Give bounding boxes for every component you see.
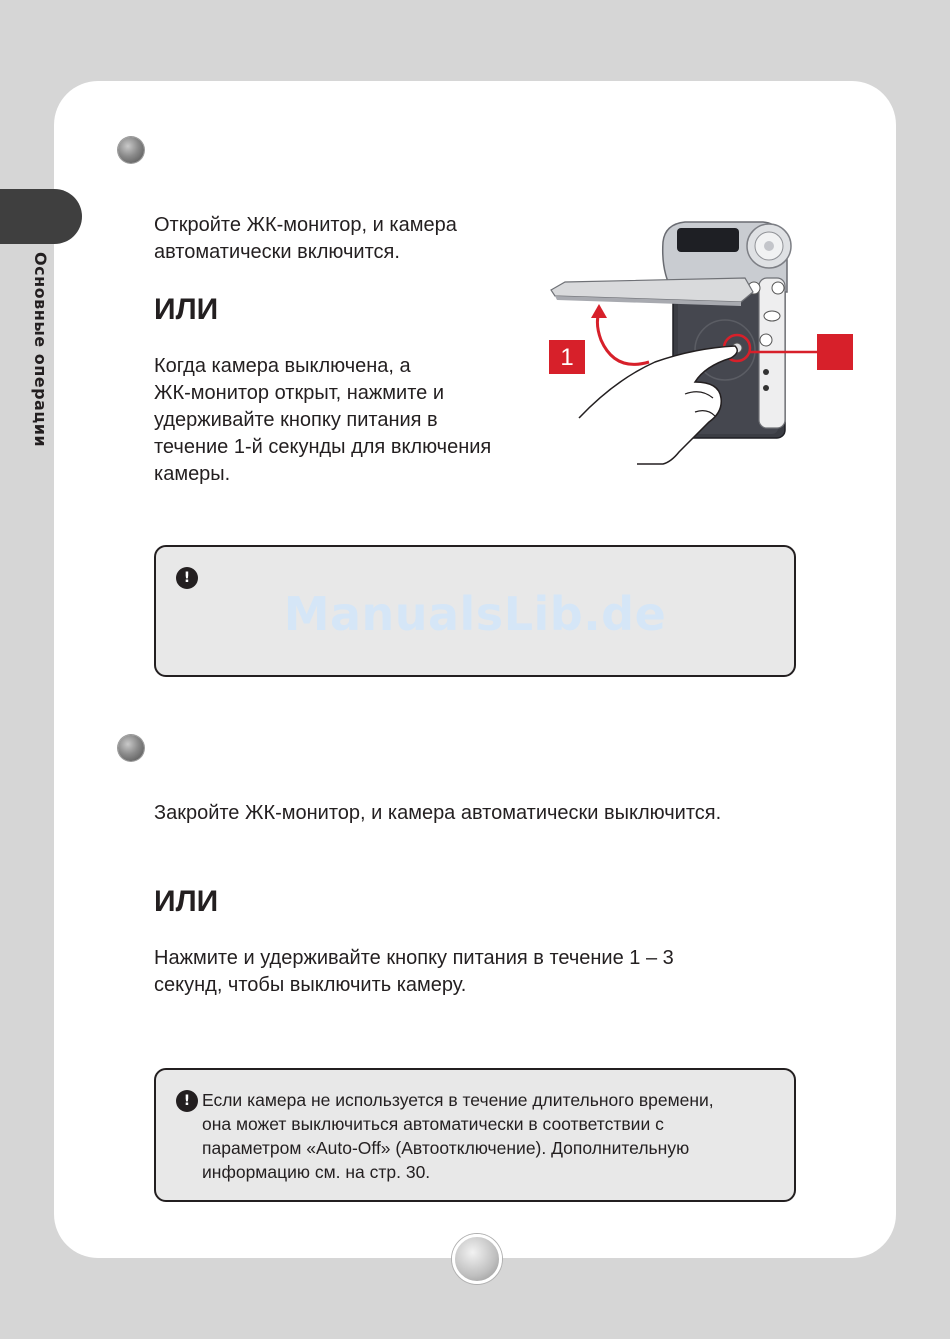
text-line: камеры. [154,463,231,485]
exclamation-icon: ! [176,1090,198,1112]
text-line: Когда камера выключена, а [154,355,411,377]
page-number-circle-icon [452,1234,502,1284]
step-number: 1 [560,344,574,371]
camcorder-illustration [545,212,855,467]
strip-button [760,334,772,346]
camera-lens-window [677,228,739,252]
or-heading: ИЛИ [154,293,219,326]
chapter-side-label: Основные операции [31,252,50,448]
note-box-1 [154,545,796,677]
power-off-paragraph-2 [154,945,674,999]
open-arrow-head [591,304,607,318]
note-line: Если камера не используется в течение длительного времени, [202,1090,714,1110]
section-bullet-icon [118,735,144,761]
note-line: она может выключиться автоматически в соответствии с [202,1114,664,1134]
power-on-paragraph-1 [154,212,457,266]
note-text [202,1088,782,1184]
text-line: секунд, чтобы выключить камеру. [154,974,467,996]
strip-dot [763,385,769,391]
section-bullet-icon [118,137,144,163]
text-line: течение 1-й секунды для включения [154,436,492,458]
note-line: информацию см. на стр. 30. [202,1162,431,1182]
text-line: автоматически включится. [154,241,400,263]
open-arrow [597,312,649,364]
strip-dot [763,369,769,375]
chapter-tab [0,189,82,244]
finger-hand [579,346,737,464]
text-line: ЖК-монитор открыт, нажмите и [154,382,445,404]
exclamation-icon: ! [176,567,198,589]
hinge-button [772,282,784,294]
strip-button [764,311,780,321]
text-line: удерживайте кнопку питания в [154,409,438,431]
note-box-2 [154,1068,796,1202]
note-line: параметром «Auto-Off» (Автоотключение). Дополнительную [202,1138,690,1158]
control-dial-center [764,241,774,251]
text-line: Откройте ЖК-монитор, и камера [154,214,457,236]
watermark: ManualsLib.de [283,587,667,641]
or-heading: ИЛИ [154,885,219,918]
text-line: Нажмите и удерживайте кнопку питания в течение 1 – 3 [154,947,674,969]
power-off-paragraph-1: Закройте ЖК-монитор, и камера автоматически выключится. [154,802,722,824]
power-on-paragraph-2 [154,353,491,488]
callout-marker-square [817,334,853,370]
